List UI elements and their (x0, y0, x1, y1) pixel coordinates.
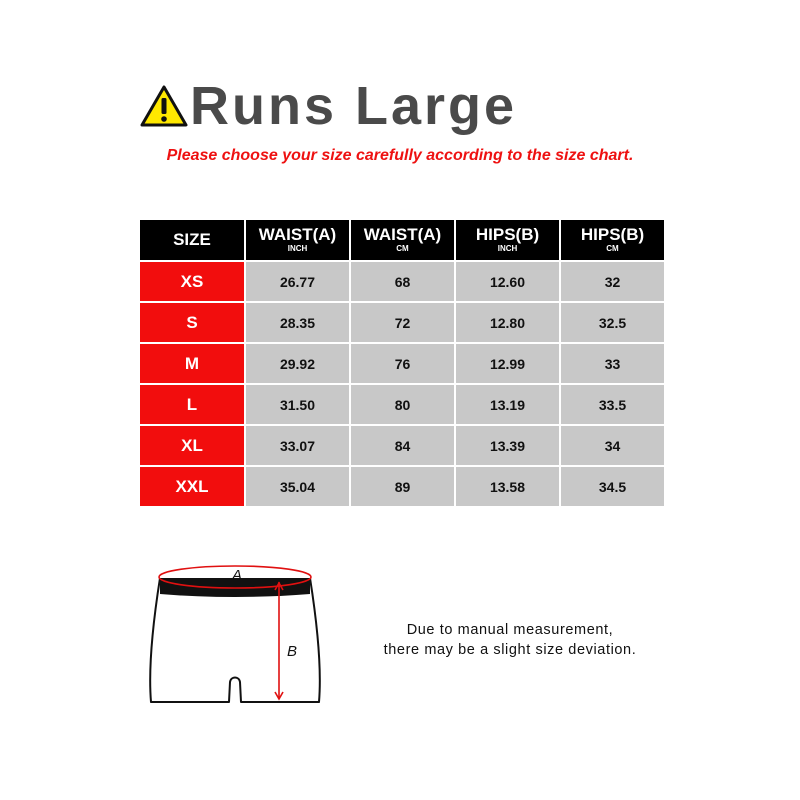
hips-inch-value: 13.58 (456, 467, 559, 506)
hips-cm-value: 34.5 (561, 467, 664, 506)
header-hips-cm: HIPS(B) CM (561, 220, 664, 260)
measurement-note (330, 620, 690, 660)
hips-inch-value: 13.19 (456, 385, 559, 424)
note-line-2: there may be a slight size deviation. (383, 642, 637, 658)
table-row (140, 262, 664, 301)
hips-inch-value: 12.80 (456, 303, 559, 342)
hips-cm-value: 32.5 (561, 303, 664, 342)
size-label: XXL (140, 467, 244, 506)
waist-inch-value: 26.77 (246, 262, 349, 301)
hips-inch-value: 13.39 (456, 426, 559, 465)
waist-cm-value: 72 (351, 303, 454, 342)
table-row (140, 467, 664, 506)
table-row (140, 303, 664, 342)
header-waist-cm: WAIST(A) CM (351, 220, 454, 260)
waist-inch-value: 33.07 (246, 426, 349, 465)
diagram-label-a: A (232, 567, 243, 584)
subline-warning: Please choose your size carefully according to the size chart. (166, 147, 634, 164)
size-label: XL (140, 426, 244, 465)
shorts-diagram-icon (140, 556, 340, 716)
header-waist-inch: WAIST(A) INCH (246, 220, 349, 260)
waist-cm-value: 68 (351, 262, 454, 301)
table-header-row (140, 220, 664, 260)
hips-cm-value: 34 (561, 426, 664, 465)
table-row (140, 426, 664, 465)
table-row (140, 385, 664, 424)
waist-cm-value: 89 (351, 467, 454, 506)
size-label: M (140, 344, 244, 383)
size-label: L (140, 385, 244, 424)
hips-cm-value: 33.5 (561, 385, 664, 424)
size-label: XS (140, 262, 244, 301)
hips-cm-value: 33 (561, 344, 664, 383)
waist-inch-value: 31.50 (246, 385, 349, 424)
note-line-1: Due to manual measurement, (406, 622, 614, 638)
waist-cm-value: 80 (351, 385, 454, 424)
table-row (140, 344, 664, 383)
waist-inch-value: 29.92 (246, 344, 349, 383)
hips-inch-value: 12.60 (456, 262, 559, 301)
headline (140, 76, 517, 136)
hips-cm-value: 32 (561, 262, 664, 301)
size-label: S (140, 303, 244, 342)
hips-inch-value: 12.99 (456, 344, 559, 383)
waist-inch-value: 35.04 (246, 467, 349, 506)
waist-inch-value: 28.35 (246, 303, 349, 342)
size-chart-table (138, 218, 666, 508)
header-hips-inch: HIPS(B) INCH (456, 220, 559, 260)
diagram-label-b: B (287, 643, 298, 660)
headline-text: Runs Large (190, 76, 518, 136)
header-size: SIZE (140, 220, 244, 260)
waist-cm-value: 84 (351, 426, 454, 465)
warning-triangle-icon (140, 84, 188, 128)
waist-cm-value: 76 (351, 344, 454, 383)
